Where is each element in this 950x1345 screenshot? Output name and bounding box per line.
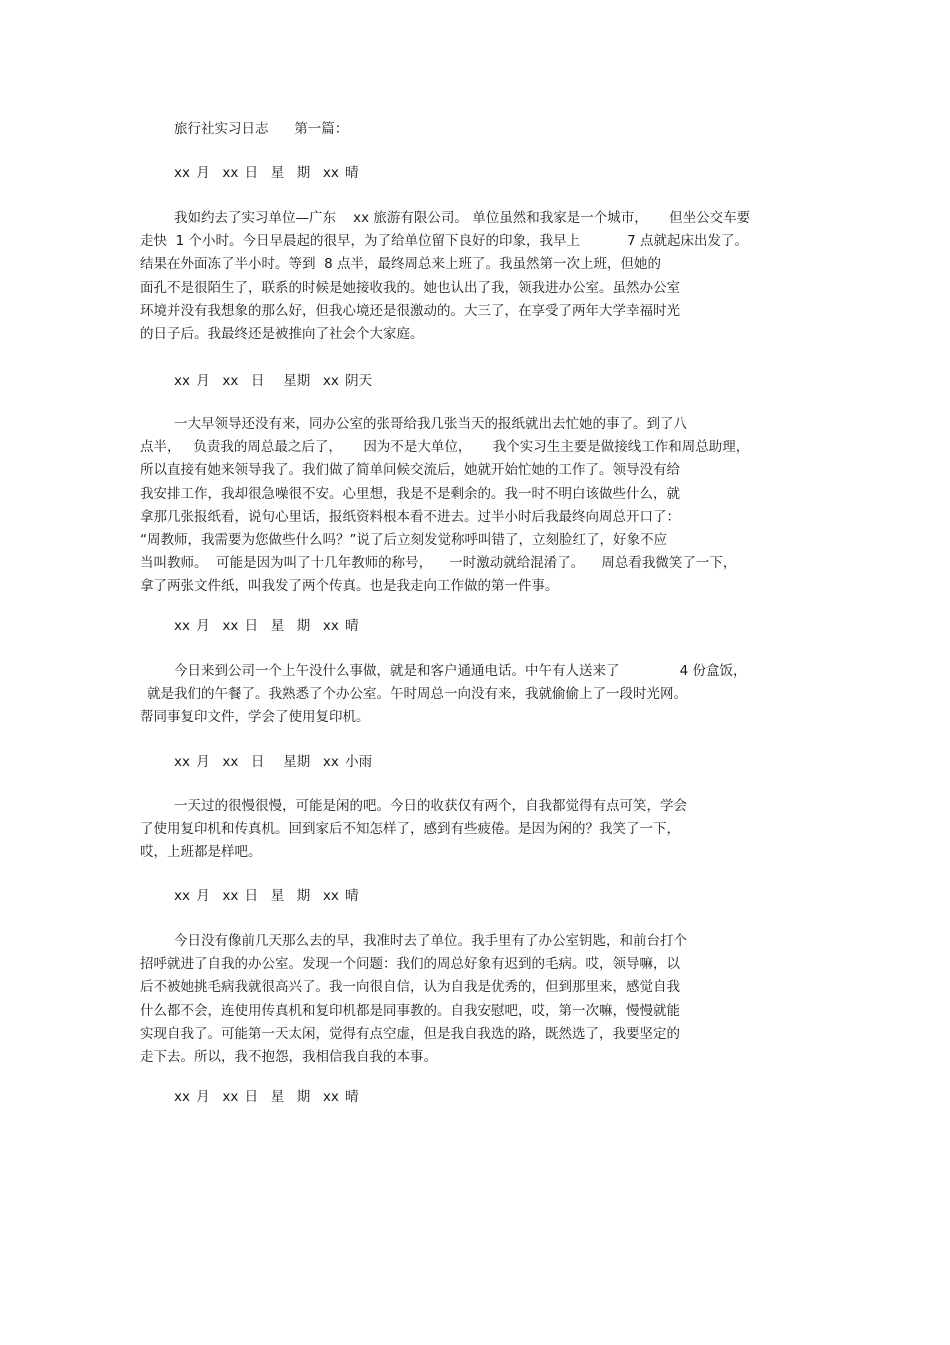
entry-line: 实现自我了。可能第一天太闲，觉得有点空虚，但是我自我选的路，既然选了，我要坚定的 <box>140 1025 680 1042</box>
entry-line: 一大早领导还没有来，同办公室的张哥给我几张当天的报纸就出去忙她的事了。到了八 <box>174 416 687 432</box>
entry-line: 面孔不是很陌生了，联系的时候是她接收我的。她也认出了我，领我进办公室。虽然办公室 <box>140 279 680 296</box>
entry-line: 我安排工作，我却很急噪很不安。心里想，我是不是剩余的。我一时不明白该做些什么，就 <box>140 485 680 502</box>
entry-line: “周教师，我需要为您做些什么吗？”说了后立刻发觉称呼叫错了，立刻脸红了，好象不应 <box>140 531 667 548</box>
entry-line: 帮同事复印文件，学会了使用复印机。 <box>140 709 370 726</box>
entry-body-1 <box>140 207 812 346</box>
entry-header-4: xx 月 xx 日 星期 xx 小雨 <box>174 754 373 770</box>
entry-header-3: xx 月 xx 日 星 期 xx 晴 <box>174 618 359 634</box>
entry-line: 当叫教师。 可能是因为叫了十几年教师的称号， 一时激动就给混淆了。 周总看我微笑了一下， <box>140 555 737 572</box>
entry-header-2: xx 月 xx 日 星期 xx 阴天 <box>174 373 373 389</box>
entry-line: 招呼就进了自我的办公室。发现一个问题：我们的周总好象有迟到的毛病。哎，领导嘛，以 <box>140 956 680 973</box>
entry-header-5: xx 月 xx 日 星 期 xx 晴 <box>174 888 359 904</box>
entry-line: 环境并没有我想象的那么好，但我心境还是很激动的。大三了，在享受了两年大学幸福时光 <box>140 302 680 319</box>
entry-line: 点半， 负责我的周总最之后了， 因为不是大单位， 我个实习生主要是做接线工作和周总助理， <box>140 439 750 456</box>
entry-line: 的日子后。我最终还是被推向了社会个大家庭。 <box>140 325 424 342</box>
entry-body-2 <box>140 413 812 599</box>
entry-header-6: xx 月 xx 日 星 期 xx 晴 <box>174 1089 359 1105</box>
entry-line: 一天过的很慢很慢，可能是闲的吧。今日的收获仅有两个，自我都觉得有点可笑，学会 <box>174 798 687 814</box>
entry-line: 拿了两张文件纸，叫我发了两个传真。也是我走向工作做的第一件事。 <box>140 578 559 595</box>
document-title: 旅行社实习日志 第一篇： <box>174 121 349 137</box>
entry-line: 今日没有像前几天那么去的早，我准时去了单位。我手里有了办公室钥匙，和前台打个 <box>174 933 687 949</box>
entry-line: 了使用复印机和传真机。回到家后不知怎样了，感到有些疲倦。是因为闲的？我笑了一下， <box>140 821 680 838</box>
entry-line: 后不被她挑毛病我就很高兴了。我一向很自信，认为自我是优秀的，但到那里来，感觉自我 <box>140 979 680 996</box>
entry-line: 结果在外面冻了半小时。等到 8 点半，最终周总来上班了。我虽然第一次上班，但她的 <box>140 256 661 273</box>
entry-body-5 <box>140 930 812 1069</box>
entry-line: 拿那几张报纸看，说句心里话，报纸资料根本看不进去。过半小时后我最终向周总开口了： <box>140 508 680 525</box>
entry-line: 走下去。所以，我不抱怨，我相信我自我的本事。 <box>140 1048 437 1065</box>
entry-body-4 <box>140 795 812 865</box>
entry-header-1: xx 月 xx 日 星 期 xx 晴 <box>174 165 359 181</box>
entry-line: 就是我们的午餐了。我熟悉了个办公室。午时周总一向没有来，我就偷偷上了一段时光网。 <box>147 686 687 703</box>
entry-line: 走快 1 个小时。今日早晨起的很早，为了给单位留下良好的印象，我早上 7 点就起床出发了。 <box>140 233 749 250</box>
entry-line: 今日来到公司一个上午没什么事做，就是和客户通通电话。中午有人送来了 4 份盒饭， <box>174 663 747 679</box>
entry-line: 我如约去了实习单位—广东 xx 旅游有限公司。 单位虽然和我家是一个城市， 但坐公交车要 <box>174 210 751 226</box>
entry-body-3 <box>140 660 812 730</box>
entry-line: 哎，上班都是样吧。 <box>140 844 262 861</box>
entry-line: 什么都不会，连使用传真机和复印机都是同事教的。自我安慰吧，哎，第一次嘛，慢慢就能 <box>140 1002 680 1019</box>
entry-line: 所以直接有她来领导我了。我们做了简单问候交流后，她就开始忙她的工作了。领导没有给 <box>140 462 680 479</box>
